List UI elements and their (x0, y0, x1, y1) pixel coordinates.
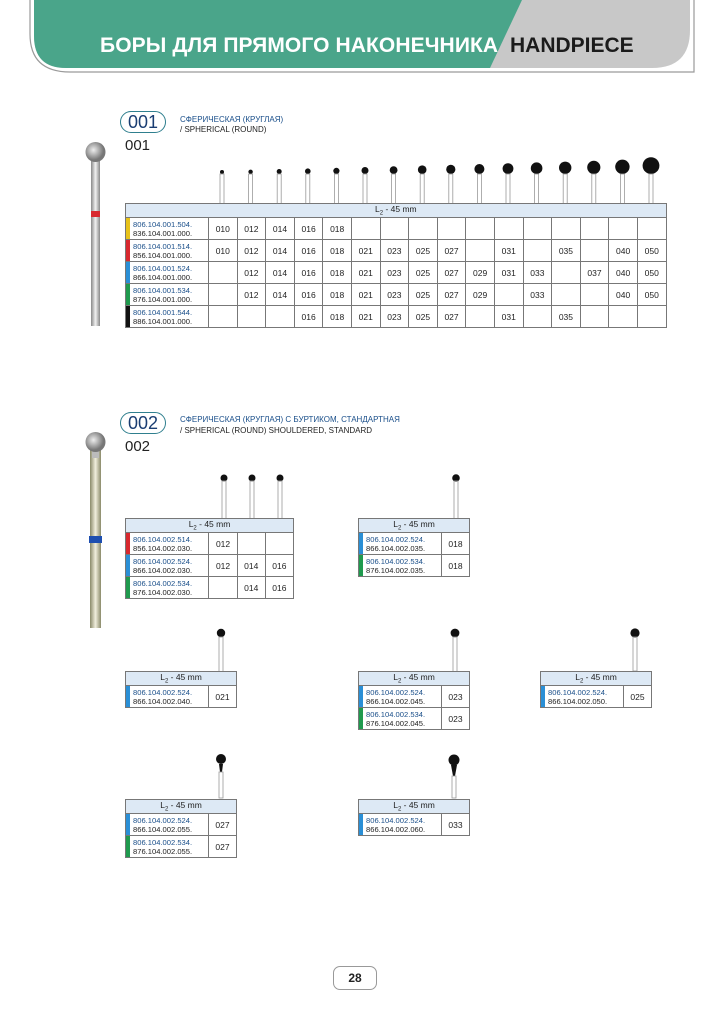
product-code-primary: 806.104.002.534. (133, 578, 193, 588)
product-code-cell (126, 555, 209, 577)
header-subscript: 2 (193, 525, 197, 532)
product-code-cell (126, 240, 209, 262)
section-001-title-ru: СФЕРИЧЕСКАЯ (КРУГЛАЯ) (180, 115, 284, 124)
bur-001-illustration (80, 130, 120, 330)
product-code-secondary: 866.104.002.060. (366, 824, 426, 834)
header-suffix: - 45 mm (401, 800, 435, 811)
product-code-secondary: 876.104.002.055. (133, 846, 193, 856)
size-cell (209, 577, 237, 599)
size-cell: 035 (552, 240, 581, 262)
header-prefix: L (393, 800, 398, 811)
size-cell: 016 (265, 555, 293, 577)
table-header (126, 519, 294, 533)
size-cell (209, 284, 238, 306)
header-subscript: 2 (164, 678, 169, 685)
size-cell: 040 (609, 262, 638, 284)
table-002-b (358, 518, 470, 577)
size-cell: 021 (351, 306, 380, 328)
product-code-secondary: 876.104.002.035. (366, 565, 426, 575)
product-code-primary: 806.104.001.544. (133, 307, 193, 317)
product-code-secondary: 836.104.001.000. (133, 228, 193, 238)
bur-002-group-b (442, 470, 472, 520)
size-cell (466, 240, 495, 262)
size-cell: 023 (380, 240, 409, 262)
bur-icon (277, 475, 284, 520)
table-row (359, 555, 470, 577)
header-prefix: L (375, 204, 380, 215)
size-cell (409, 218, 438, 240)
table-002-e (540, 671, 652, 708)
size-cell: 035 (552, 306, 581, 328)
section-002-badge: 002 (120, 412, 166, 434)
bur-002-group-g (440, 750, 470, 800)
size-cell: 033 (442, 814, 470, 836)
size-cell: 027 (437, 306, 466, 328)
table-row (126, 555, 294, 577)
table-row (126, 577, 294, 599)
size-cell: 025 (409, 262, 438, 284)
table-row (359, 814, 470, 836)
size-cell: 025 (624, 686, 652, 708)
table-row (126, 686, 237, 708)
product-code-cell (126, 577, 209, 599)
size-cell (494, 218, 523, 240)
section-001-badge: 001 (120, 111, 166, 133)
product-code-cell (359, 533, 442, 555)
bur-icon (418, 165, 427, 204)
product-code-cell (126, 262, 209, 284)
bur-sizes-row-001 (208, 152, 668, 204)
product-code-cell (126, 218, 209, 240)
header-title-ru: БОРЫ ДЛЯ ПРЯМОГО НАКОНЕЧНИКА (100, 34, 499, 57)
table-001 (125, 203, 667, 328)
size-cell (523, 240, 552, 262)
table-header (541, 672, 652, 686)
product-code-cell (541, 686, 624, 708)
size-cell: 029 (466, 284, 495, 306)
size-cell: 016 (294, 306, 323, 328)
size-cell: 016 (265, 577, 293, 599)
size-cell (637, 218, 666, 240)
header-subscript: 2 (397, 678, 402, 685)
color-code-bar (541, 686, 545, 707)
bur-icon (446, 165, 455, 204)
product-code-primary: 806.104.002.524. (366, 534, 426, 544)
section-001-number: 001 (125, 137, 151, 154)
size-cell: 027 (209, 814, 237, 836)
product-code-secondary: 866.104.002.045. (366, 696, 426, 706)
product-code-secondary: 856.104.002.030. (133, 543, 193, 553)
size-cell: 029 (466, 262, 495, 284)
page-number: 28 (333, 966, 377, 990)
size-cell: 027 (209, 836, 237, 858)
size-cell: 027 (437, 284, 466, 306)
bur-icon (587, 161, 600, 204)
product-code-cell (126, 284, 209, 306)
product-code-primary: 806.104.001.504. (133, 219, 193, 229)
color-code-bar (126, 836, 130, 857)
size-cell: 037 (580, 262, 609, 284)
section-002-number: 002 (125, 438, 151, 455)
bur-icon (277, 169, 282, 204)
table-header-row (359, 672, 470, 686)
header-prefix: L (393, 519, 398, 530)
color-code-bar (126, 240, 130, 261)
size-cell (494, 284, 523, 306)
size-cell: 012 (237, 218, 266, 240)
color-code-bar (359, 708, 363, 729)
header-suffix: - 45 mm (401, 672, 435, 683)
size-cell: 018 (323, 306, 352, 328)
size-cell: 040 (609, 284, 638, 306)
table-row (359, 686, 470, 708)
size-cell (609, 218, 638, 240)
product-code-cell (126, 836, 209, 858)
size-cell (609, 306, 638, 328)
size-cell (265, 533, 293, 555)
size-cell: 025 (409, 306, 438, 328)
table-002-f (125, 799, 237, 858)
table-row (126, 218, 667, 240)
size-cell (523, 218, 552, 240)
table-002-d (358, 671, 470, 730)
size-cell: 014 (266, 218, 295, 240)
size-cell: 023 (380, 306, 409, 328)
product-code-secondary: 876.104.002.045. (366, 718, 426, 728)
size-cell: 033 (523, 262, 552, 284)
size-cell: 012 (237, 240, 266, 262)
product-code-cell (126, 814, 209, 836)
bur-icon (474, 164, 484, 204)
size-cell (637, 306, 666, 328)
header-suffix: - 45 mm (168, 800, 202, 811)
size-cell: 012 (209, 533, 237, 555)
product-code-secondary: 876.104.001.000. (133, 294, 193, 304)
size-cell (209, 262, 238, 284)
size-cell: 018 (442, 533, 470, 555)
size-cell (580, 284, 609, 306)
product-code-primary: 806.104.002.514. (133, 534, 193, 544)
header-subscript: 2 (164, 806, 169, 813)
size-cell (580, 240, 609, 262)
table-header (359, 519, 470, 533)
bur-icon (249, 475, 256, 520)
size-cell: 018 (323, 262, 352, 284)
bur-002-group-a (210, 470, 300, 520)
table-row (126, 262, 667, 284)
product-code-primary: 806.104.002.534. (133, 837, 193, 847)
product-code-primary: 806.104.002.524. (548, 687, 608, 697)
size-cell: 027 (437, 240, 466, 262)
size-cell (237, 533, 265, 555)
section-001-title-en: / SPHERICAL (ROUND) (180, 125, 267, 134)
color-code-bar (359, 555, 363, 576)
product-code-secondary: 866.104.002.050. (548, 696, 608, 706)
size-cell: 016 (294, 284, 323, 306)
table-header (126, 672, 237, 686)
size-cell (209, 306, 238, 328)
size-cell: 014 (266, 240, 295, 262)
product-code-cell (359, 686, 442, 708)
color-code-bar (126, 555, 130, 576)
table-header (359, 672, 470, 686)
product-code-secondary: 886.104.001.000. (133, 316, 193, 326)
table-row (541, 686, 652, 708)
product-code-primary: 806.104.002.524. (366, 687, 426, 697)
product-code-cell (359, 814, 442, 836)
size-cell (580, 306, 609, 328)
color-code-bar (126, 577, 130, 598)
size-cell (437, 218, 466, 240)
product-code-secondary: 866.104.002.040. (133, 696, 193, 706)
color-code-bar (126, 218, 130, 239)
header-suffix: - 45 mm (196, 519, 231, 530)
table-header (126, 800, 237, 814)
size-cell: 050 (637, 240, 666, 262)
size-cell (380, 218, 409, 240)
size-cell (552, 218, 581, 240)
table-header (126, 204, 667, 218)
size-cell: 016 (294, 262, 323, 284)
table-header-row (541, 672, 652, 686)
table-002-g (358, 799, 470, 836)
size-cell (466, 306, 495, 328)
size-cell: 031 (494, 306, 523, 328)
bur-icon (615, 160, 629, 204)
size-cell: 033 (523, 284, 552, 306)
color-code-bar (126, 262, 130, 283)
table-row (359, 533, 470, 555)
size-cell (466, 218, 495, 240)
size-cell: 010 (209, 218, 238, 240)
size-cell: 031 (494, 262, 523, 284)
table-header-row (359, 519, 470, 533)
product-code-primary: 806.104.002.524. (133, 815, 193, 825)
size-cell: 018 (323, 284, 352, 306)
product-code-cell (126, 686, 209, 708)
size-cell: 040 (609, 240, 638, 262)
bur-icon (643, 157, 660, 204)
color-code-bar (126, 533, 130, 554)
product-code-secondary: 866.104.002.035. (366, 543, 426, 553)
bur-icon (531, 162, 543, 204)
product-code-secondary: 866.104.002.055. (133, 824, 193, 834)
size-cell: 014 (237, 555, 265, 577)
size-cell (552, 284, 581, 306)
product-code-secondary: 856.104.001.000. (133, 250, 193, 260)
size-cell: 016 (294, 218, 323, 240)
table-row (126, 533, 294, 555)
header-prefix: L (188, 519, 194, 530)
header-suffix: - 45 mm (383, 204, 417, 215)
size-cell (237, 306, 266, 328)
size-cell: 018 (442, 555, 470, 577)
color-code-bar (126, 686, 130, 707)
size-cell: 050 (637, 284, 666, 306)
table-row (126, 306, 667, 328)
bur-icon (503, 163, 514, 204)
size-cell (552, 262, 581, 284)
product-code-primary: 806.104.002.524. (366, 815, 426, 825)
table-002-a (125, 518, 294, 599)
header-subscript: 2 (579, 678, 584, 685)
product-code-cell (126, 306, 209, 328)
size-cell: 016 (294, 240, 323, 262)
bur-icon (362, 167, 369, 204)
table-row (359, 708, 470, 730)
color-code-bar (359, 814, 363, 835)
color-code-bar (359, 533, 363, 554)
product-code-primary: 806.104.002.524. (133, 556, 193, 566)
size-cell (351, 218, 380, 240)
size-cell: 012 (209, 555, 237, 577)
product-code-secondary: 866.104.002.030. (133, 565, 193, 575)
color-code-bar (126, 814, 130, 835)
size-cell: 012 (237, 262, 266, 284)
size-cell: 021 (351, 240, 380, 262)
size-cell: 018 (323, 218, 352, 240)
size-cell: 031 (494, 240, 523, 262)
bur-icon (248, 170, 252, 204)
table-002-c (125, 671, 237, 708)
table-header-row (359, 800, 470, 814)
size-cell (266, 306, 295, 328)
header-suffix: - 45 mm (168, 672, 202, 683)
bur-icon (390, 166, 398, 204)
size-cell: 014 (266, 284, 295, 306)
product-code-primary: 806.104.002.534. (366, 709, 426, 719)
header-suffix: - 45 mm (401, 519, 435, 530)
table-header-row (126, 519, 294, 533)
header-prefix: L (160, 800, 165, 811)
size-cell: 018 (323, 240, 352, 262)
color-code-bar (359, 686, 363, 707)
size-cell: 010 (209, 240, 238, 262)
size-cell: 021 (351, 262, 380, 284)
header-subscript: 2 (379, 210, 384, 217)
table-row (126, 240, 667, 262)
header-prefix: L (160, 672, 165, 683)
size-cell: 021 (209, 686, 237, 708)
product-code-cell (126, 533, 209, 555)
bur-icon (220, 170, 224, 204)
product-code-secondary: 866.104.001.000. (133, 272, 193, 282)
table-header-row (126, 800, 237, 814)
section-002-title-ru: СФЕРИЧЕСКАЯ (КРУГЛАЯ) С БУРТИКОМ, СТАНДАРТНАЯ (180, 415, 400, 424)
header-suffix: - 45 mm (583, 672, 617, 683)
bur-icon (333, 168, 339, 204)
size-cell: 050 (637, 262, 666, 284)
size-cell (523, 306, 552, 328)
size-cell: 023 (380, 284, 409, 306)
header-prefix: L (575, 672, 580, 683)
size-cell: 014 (237, 577, 265, 599)
product-code-secondary: 876.104.002.030. (133, 587, 193, 597)
table-row (126, 814, 237, 836)
size-cell: 014 (266, 262, 295, 284)
size-cell: 025 (409, 284, 438, 306)
bur-002-group-f (207, 750, 237, 800)
bur-icon (559, 162, 571, 204)
header-subscript: 2 (397, 806, 402, 813)
bur-002-group-e (621, 623, 651, 673)
table-header-row (126, 204, 667, 218)
size-cell (580, 218, 609, 240)
header-prefix: L (393, 672, 398, 683)
size-cell: 023 (380, 262, 409, 284)
size-cell: 021 (351, 284, 380, 306)
size-cell: 027 (437, 262, 466, 284)
section-002-title-en: / SPHERICAL (ROUND) SHOULDERED, STANDARD (180, 426, 373, 435)
product-code-primary: 806.104.002.524. (133, 687, 193, 697)
size-cell: 023 (442, 708, 470, 730)
product-code-primary: 806.104.001.524. (133, 263, 193, 273)
size-cell: 025 (409, 240, 438, 262)
size-cell: 012 (237, 284, 266, 306)
bur-icon (305, 168, 311, 204)
product-code-primary: 806.104.001.514. (133, 241, 193, 251)
product-code-primary: 806.104.001.534. (133, 285, 193, 295)
product-code-cell (359, 555, 442, 577)
bur-icon (221, 475, 228, 520)
product-code-primary: 806.104.002.534. (366, 556, 426, 566)
table-row (126, 284, 667, 306)
bur-002-illustration (78, 428, 118, 628)
table-header-row (126, 672, 237, 686)
size-cell: 023 (442, 686, 470, 708)
header-title-en: HANDPIECE (510, 34, 634, 57)
product-code-cell (359, 708, 442, 730)
header-subscript: 2 (397, 525, 402, 532)
table-header (359, 800, 470, 814)
table-row (126, 836, 237, 858)
color-code-bar (126, 306, 130, 327)
color-code-bar (126, 284, 130, 305)
